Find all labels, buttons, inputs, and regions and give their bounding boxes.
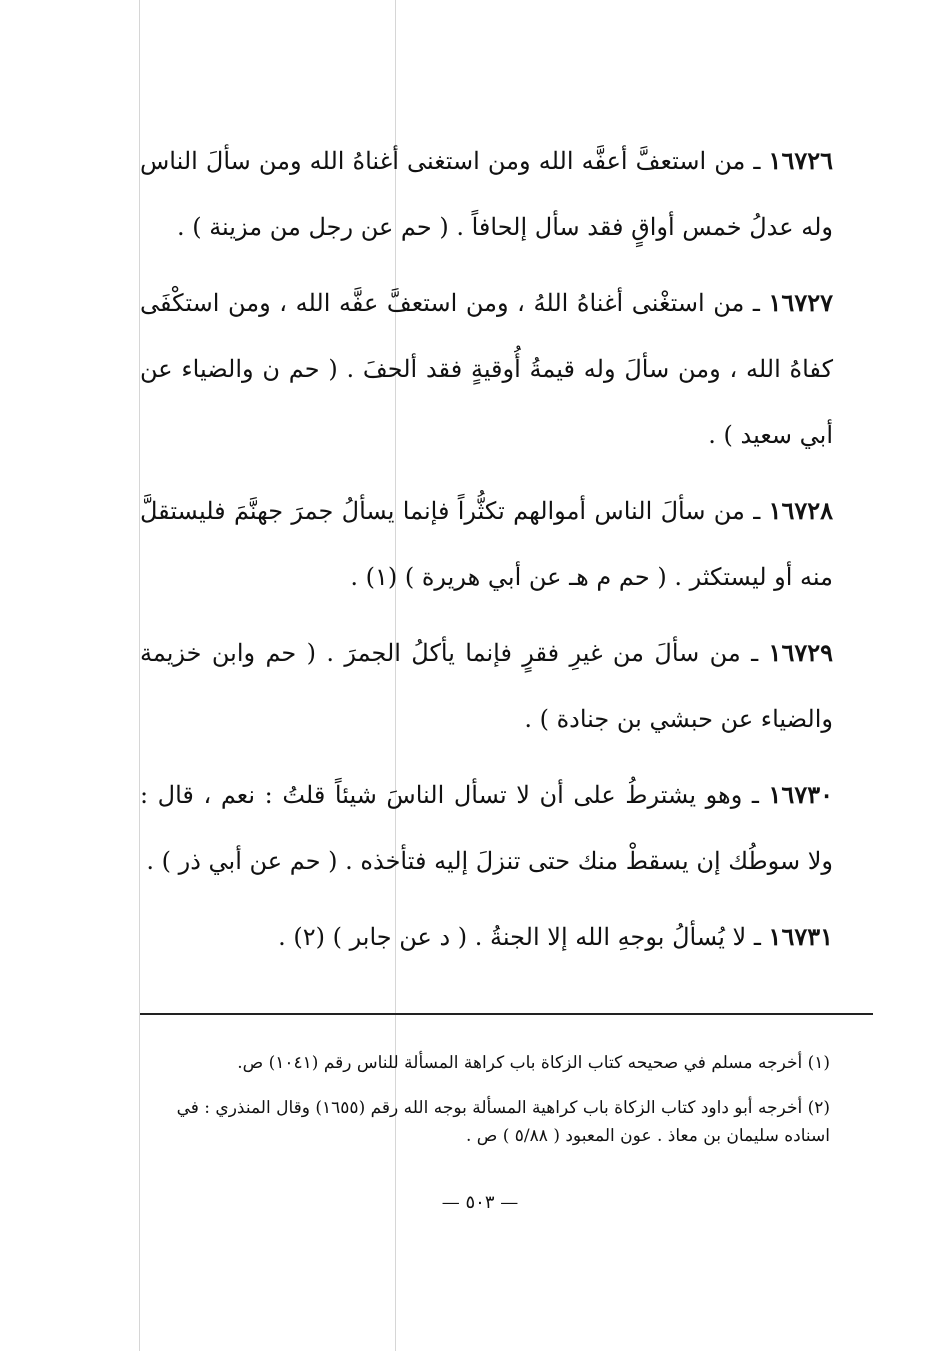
entry-text: من استغْنى أغناهُ اللهُ ، ومن استعفَّ عفَّه الله ، ومن استكْفَى كفاهُ الله ، ومن سألَ وله قيمةُ أُوقيةٍ فقد ألحفَ . ( حم ن والضياء عن أبي سعيد ) . [140,289,833,449]
footnote: (٢) أخرجه أبو داود كتاب الزكاة باب كراهية المسألة بوجه الله رقم (١٦٥٥) وقال المنذري : في اسناده سليمان بن معاذ . عون المعبود ( ٥/٨٨ ) ص . [176,1098,830,1146]
entry-separator: ـ [751,781,759,809]
entry-number: ١٦٧٢٨ [768,496,834,525]
entry-separator: ـ [753,147,761,175]
footnote: (١) أخرجه مسلم في صحيحه كتاب الزكاة باب كراهة المسألة للناس رقم (١٠٤١) ص. [237,1053,830,1073]
entry-text: وهو يشترطُ على أن لا تسأل الناسَ شيئاً قلتُ : نعم ، قال : ولا سوطُك إن يسقطْ منك حتى تنزلَ إليه فتأخذه . ( حم عن أبي ذر ) . [140,781,833,875]
entry-text: لا يُسألُ بوجهِ الله إلا الجنةُ . ( د عن جابر ) (٢) . [278,923,747,951]
hadith-entry [140,904,833,970]
hadith-entry [140,478,833,610]
entry-separator: ـ [751,639,759,667]
entry-separator: ـ [753,497,761,525]
entry-number: ١٦٧٣١ [768,922,833,951]
entry-text: من استعفَّ أعفَّه الله ومن استغنى أغناهُ الله ومن سألَ الناس وله عدلُ خمس أواقٍ فقد سأل إلحافاً . ( حم عن رجل من مزينة ) . [140,147,833,241]
hadith-entry [140,620,833,752]
entry-separator: ـ [753,923,761,951]
footnotes [140,1032,830,1156]
entry-number: ١٦٧٣٠ [768,780,833,809]
hadith-entry [140,270,833,468]
entry-number: ١٦٧٢٦ [768,146,833,175]
entry-separator: ـ [752,289,760,317]
entry-number: ١٦٧٢٩ [768,638,833,667]
entry-text: من سألَ الناس أموالهم تكثُّراً فإنما يسألُ جمرَ جهنَّمَ فليستقلَّ منه أو ليستكثر . ( حم م هـ عن أبي هريرة ) (١) . [140,497,833,591]
hadith-entries [140,128,833,970]
page-number: — ٥٠٣ — [441,1192,519,1213]
hadith-entry [140,128,833,260]
footnote-divider [140,1013,873,1015]
entry-text: من سألَ من غيرِ فقرٍ فإنما يأكلُ الجمرَ . ( حم وابن خزيمة والضياء عن حبشي بن جنادة ) . [140,639,833,733]
entry-number: ١٦٧٢٧ [768,288,833,317]
hadith-entry [140,762,833,894]
